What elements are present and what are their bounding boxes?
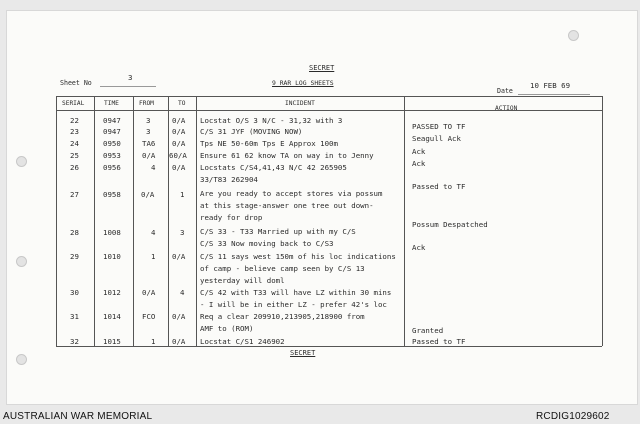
time-cell: 1008 bbox=[103, 228, 121, 237]
column-header-action: ACTION bbox=[495, 105, 518, 112]
from-cell: 1 bbox=[151, 337, 156, 346]
to-cell: 0/A bbox=[172, 139, 186, 148]
incident-line: Locstat C/S1 246902 bbox=[200, 337, 285, 346]
serial-cell: 29 bbox=[70, 252, 79, 261]
sheet-number-label: Sheet No bbox=[60, 79, 92, 87]
date-value: 10 FEB 69 bbox=[530, 81, 571, 90]
from-cell: TA6 bbox=[142, 139, 156, 148]
to-cell: 3 bbox=[180, 228, 185, 237]
table-bottom-border bbox=[56, 346, 602, 347]
from-cell: 3 bbox=[146, 116, 151, 125]
column-header-to: TO bbox=[178, 100, 186, 107]
time-cell: 1014 bbox=[103, 312, 121, 321]
column-divider bbox=[404, 96, 405, 346]
action-cell: Ack bbox=[412, 147, 426, 156]
from-cell: 0/A bbox=[141, 190, 155, 199]
time-cell: 0956 bbox=[103, 163, 121, 172]
incident-line: Locstat O/S 3 N/C - 31,32 with 3 bbox=[200, 116, 343, 125]
to-cell: 1 bbox=[180, 190, 185, 199]
time-cell: 0958 bbox=[103, 190, 121, 199]
action-cell: Passed to TF bbox=[412, 182, 466, 191]
serial-cell: 24 bbox=[70, 139, 79, 148]
table-header-border bbox=[56, 110, 602, 111]
serial-cell: 27 bbox=[70, 190, 79, 199]
time-cell: 0947 bbox=[103, 116, 121, 125]
incident-line: C/S 31 JYF (MOVING NOW) bbox=[200, 127, 303, 136]
incident-line: 33/T83 262904 bbox=[200, 175, 258, 184]
serial-cell: 26 bbox=[70, 163, 79, 172]
sheet-number-underline bbox=[100, 86, 156, 87]
unit-title: 9 RAR LOG SHEETS bbox=[272, 79, 334, 87]
column-header-incident: INCIDENT bbox=[285, 100, 315, 107]
punch-hole bbox=[16, 156, 27, 167]
date-underline bbox=[518, 94, 590, 95]
time-cell: 0947 bbox=[103, 127, 121, 136]
to-cell: 4 bbox=[180, 288, 185, 297]
from-cell: 3 bbox=[146, 127, 151, 136]
action-cell: Possum Despatched bbox=[412, 220, 488, 229]
from-cell: FCO bbox=[142, 312, 156, 321]
table-top-border bbox=[56, 96, 602, 97]
incident-line: Locstats C/S4,41,43 N/C 42 265905 bbox=[200, 163, 347, 172]
incident-line: of camp - believe camp seen by C/S 13 bbox=[200, 264, 365, 273]
column-header-from: FROM bbox=[139, 100, 154, 107]
incident-line: C/S 33 Now moving back to C/S3 bbox=[200, 239, 334, 248]
incident-line: Req a clear 209910,213905,218900 from bbox=[200, 312, 365, 321]
from-cell: 1 bbox=[151, 252, 156, 261]
column-divider bbox=[168, 96, 169, 346]
action-cell: Granted bbox=[412, 326, 444, 335]
to-cell: 0/A bbox=[172, 312, 186, 321]
sheet-number-value: 3 bbox=[128, 73, 133, 82]
from-cell: 4 bbox=[151, 228, 156, 237]
serial-cell: 23 bbox=[70, 127, 79, 136]
to-cell: 0/A bbox=[172, 163, 186, 172]
time-cell: 1010 bbox=[103, 252, 121, 261]
action-cell: PASSED TO TF bbox=[412, 122, 466, 131]
action-cell: Passed to TF bbox=[412, 337, 466, 346]
punch-hole bbox=[568, 30, 579, 41]
from-cell: 4 bbox=[151, 163, 156, 172]
serial-cell: 31 bbox=[70, 312, 79, 321]
from-cell: 0/A bbox=[142, 151, 156, 160]
time-cell: 1015 bbox=[103, 337, 121, 346]
column-divider bbox=[94, 96, 95, 346]
column-divider bbox=[602, 96, 603, 346]
incident-line: C/S 11 says west 150m of his loc indications bbox=[200, 252, 396, 261]
archive-reference: RCDIG1029602 bbox=[536, 411, 610, 422]
classification-footer: SECRET bbox=[290, 349, 316, 357]
incident-line: C/S 42 with T33 will have LZ within 30 mins bbox=[200, 288, 392, 297]
incident-line: - I will be in either LZ - prefer 42's loc bbox=[200, 300, 387, 309]
archive-name: AUSTRALIAN WAR MEMORIAL bbox=[3, 411, 153, 422]
incident-line: Ensure 61 62 know TA on way in to Jenny bbox=[200, 151, 374, 160]
from-cell: 0/A bbox=[142, 288, 156, 297]
serial-cell: 28 bbox=[70, 228, 79, 237]
time-cell: 0950 bbox=[103, 139, 121, 148]
to-cell: 0/A bbox=[172, 116, 186, 125]
action-cell: Ack bbox=[412, 243, 426, 252]
incident-line: AMF to (ROM) bbox=[200, 324, 254, 333]
date-label: Date bbox=[497, 87, 513, 95]
incident-line: Tps NE 50-60m Tps E Approx 100m bbox=[200, 139, 338, 148]
punch-hole bbox=[16, 256, 27, 267]
to-cell: 0/A bbox=[172, 127, 186, 136]
incident-line: yesterday will doml bbox=[200, 276, 285, 285]
action-cell: Seagull Ack bbox=[412, 134, 461, 143]
serial-cell: 32 bbox=[70, 337, 79, 346]
time-cell: 0953 bbox=[103, 151, 121, 160]
to-cell: 0/A bbox=[172, 337, 186, 346]
to-cell: 0/A bbox=[172, 252, 186, 261]
incident-line: at this stage-answer one tree out down- bbox=[200, 201, 374, 210]
column-header-time: TIME bbox=[104, 100, 119, 107]
action-cell: Ack bbox=[412, 159, 426, 168]
punch-hole bbox=[16, 354, 27, 365]
column-divider bbox=[196, 96, 197, 346]
column-header-serial: SERIAL bbox=[62, 100, 85, 107]
serial-cell: 22 bbox=[70, 116, 79, 125]
classification-title: SECRET bbox=[309, 64, 335, 72]
time-cell: 1012 bbox=[103, 288, 121, 297]
column-divider bbox=[56, 96, 57, 346]
serial-cell: 30 bbox=[70, 288, 79, 297]
incident-line: C/S 33 - T33 Married up with my C/S bbox=[200, 227, 356, 236]
column-divider bbox=[133, 96, 134, 346]
serial-cell: 25 bbox=[70, 151, 79, 160]
incident-line: ready for drop bbox=[200, 213, 263, 222]
incident-line: Are you ready to accept stores via possum bbox=[200, 189, 383, 198]
to-cell: 60/A bbox=[169, 151, 187, 160]
